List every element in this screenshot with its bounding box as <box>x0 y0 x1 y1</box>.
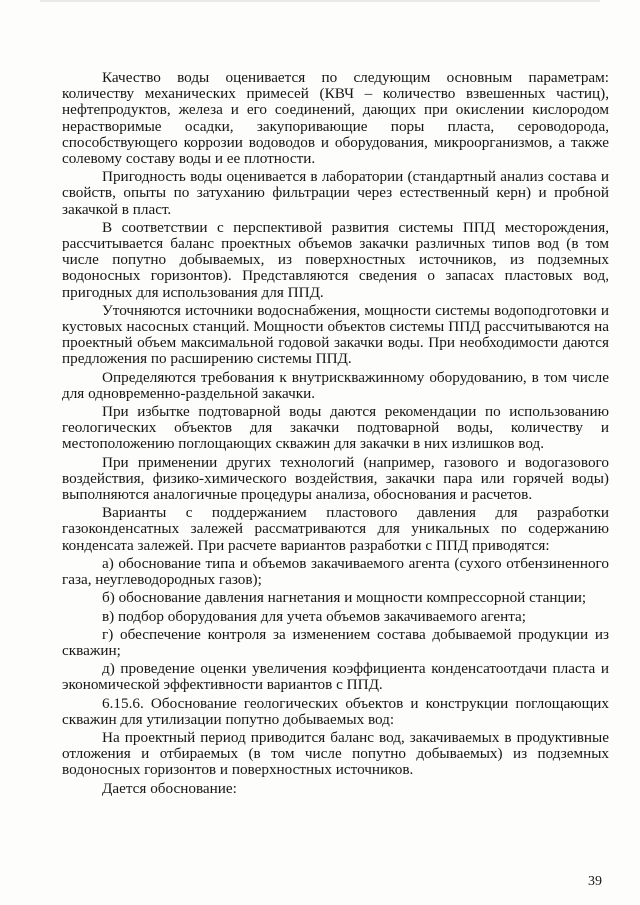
paragraph-water-balance: На проектный период приводится баланс вод, закачиваемых в продуктивные отложения и отбираемых (в том числе попутно добываемых) из подземных водоносных горизонтов и поверхностных источников. <box>62 728 609 779</box>
paragraph-injection-balance: В соответствии с перспективой развития системы ППД месторождения, рассчитывается баланс проектных объемов закачки различных типов вод (в том числе попутно добываемых, из поверхностных источников, из подземных водоносных горизонтов). Представляются сведения о запасах пластовых вод, пригодных для использования для ППД. <box>62 218 609 301</box>
list-item-a: а) обоснование типа и объемов закачиваемого агента (сухого отбензиненного газа, неуглеводородных газов); <box>62 554 609 589</box>
paragraph-excess-water: При избытке подтоварной воды даются рекомендации по использованию геологических объектов для закачки подтоварной воды, количеству и местоположению поглощающих скважин для закачки в них излишков вод. <box>62 403 609 453</box>
list-item-v: в) подбор оборудования для учета объемов закачиваемого агента; <box>102 607 527 625</box>
list-item-d: д) проведение оценки увеличения коэффициента конденсатоотдачи пласта и экономической эффективности вариантов с ППД. <box>62 660 609 694</box>
page-body <box>62 70 609 797</box>
list-item-b: б) обоснование давления нагнетания и мощности компрессорной станции; <box>102 589 587 607</box>
paragraph-equipment-requirements: Определяются требования к внутрискважинному оборудованию, в том числе для одновременно-раздельной закачки. <box>62 368 609 402</box>
section-heading-6-15-6: 6.15.6. Обоснование геологических объектов и конструкции поглощающих скважин для утилизации попутно добываемых вод: <box>62 694 609 728</box>
list-item-g: г) обеспечение контроля за изменением состава добываемой продукции из скважин; <box>62 625 609 659</box>
paragraph-gas-condensate-variants: Варианты с поддержанием пластового давления для разработки газоконденсатных залежей рассматриваются для уникальных по содержанию конденсата залежей. При расчете вариантов разработки с ППД приводятся: <box>62 504 609 554</box>
scan-edge <box>40 0 600 2</box>
paragraph-water-sources: Уточняются источники водоснабжения, мощности системы водоподготовки и кустовых насосных станций. Мощности объектов системы ППД рассчитываются на проектный объем максимальной годовой закачки воды. При необходимости даются предложения по расширению системы ППД. <box>62 301 609 368</box>
page-number: 39 <box>588 874 602 889</box>
paragraph-other-technologies: При применении других технологий (например, газового и водогазового воздействия, физико-химического воздействия, закачки пара или горячей воды) выполняются аналогичные процедуры анализа, обоснования и расчетов. <box>62 453 609 504</box>
paragraph-water-suitability: Пригодность воды оценивается в лаборатории (стандартный анализ состава и свойств, опыты по затуханию фильтрации через естественный керн) и пробной закачкой в пласт. <box>62 168 609 218</box>
paragraph-justification: Дается обоснование: <box>102 779 237 797</box>
paragraph-water-quality: Качество воды оценивается по следующим основным параметрам: количеству механических примесей (КВЧ – количество взвешенных частиц), нефтепродуктов, железа и его соединений, дающих при окислении кислородом нерастворимые осадки, закупоривающие поры пласта, сероводорода, способствующего коррозии водоводов и оборудования, микроорганизмов, а также солевому составу воды и ее плотности. <box>62 69 609 168</box>
